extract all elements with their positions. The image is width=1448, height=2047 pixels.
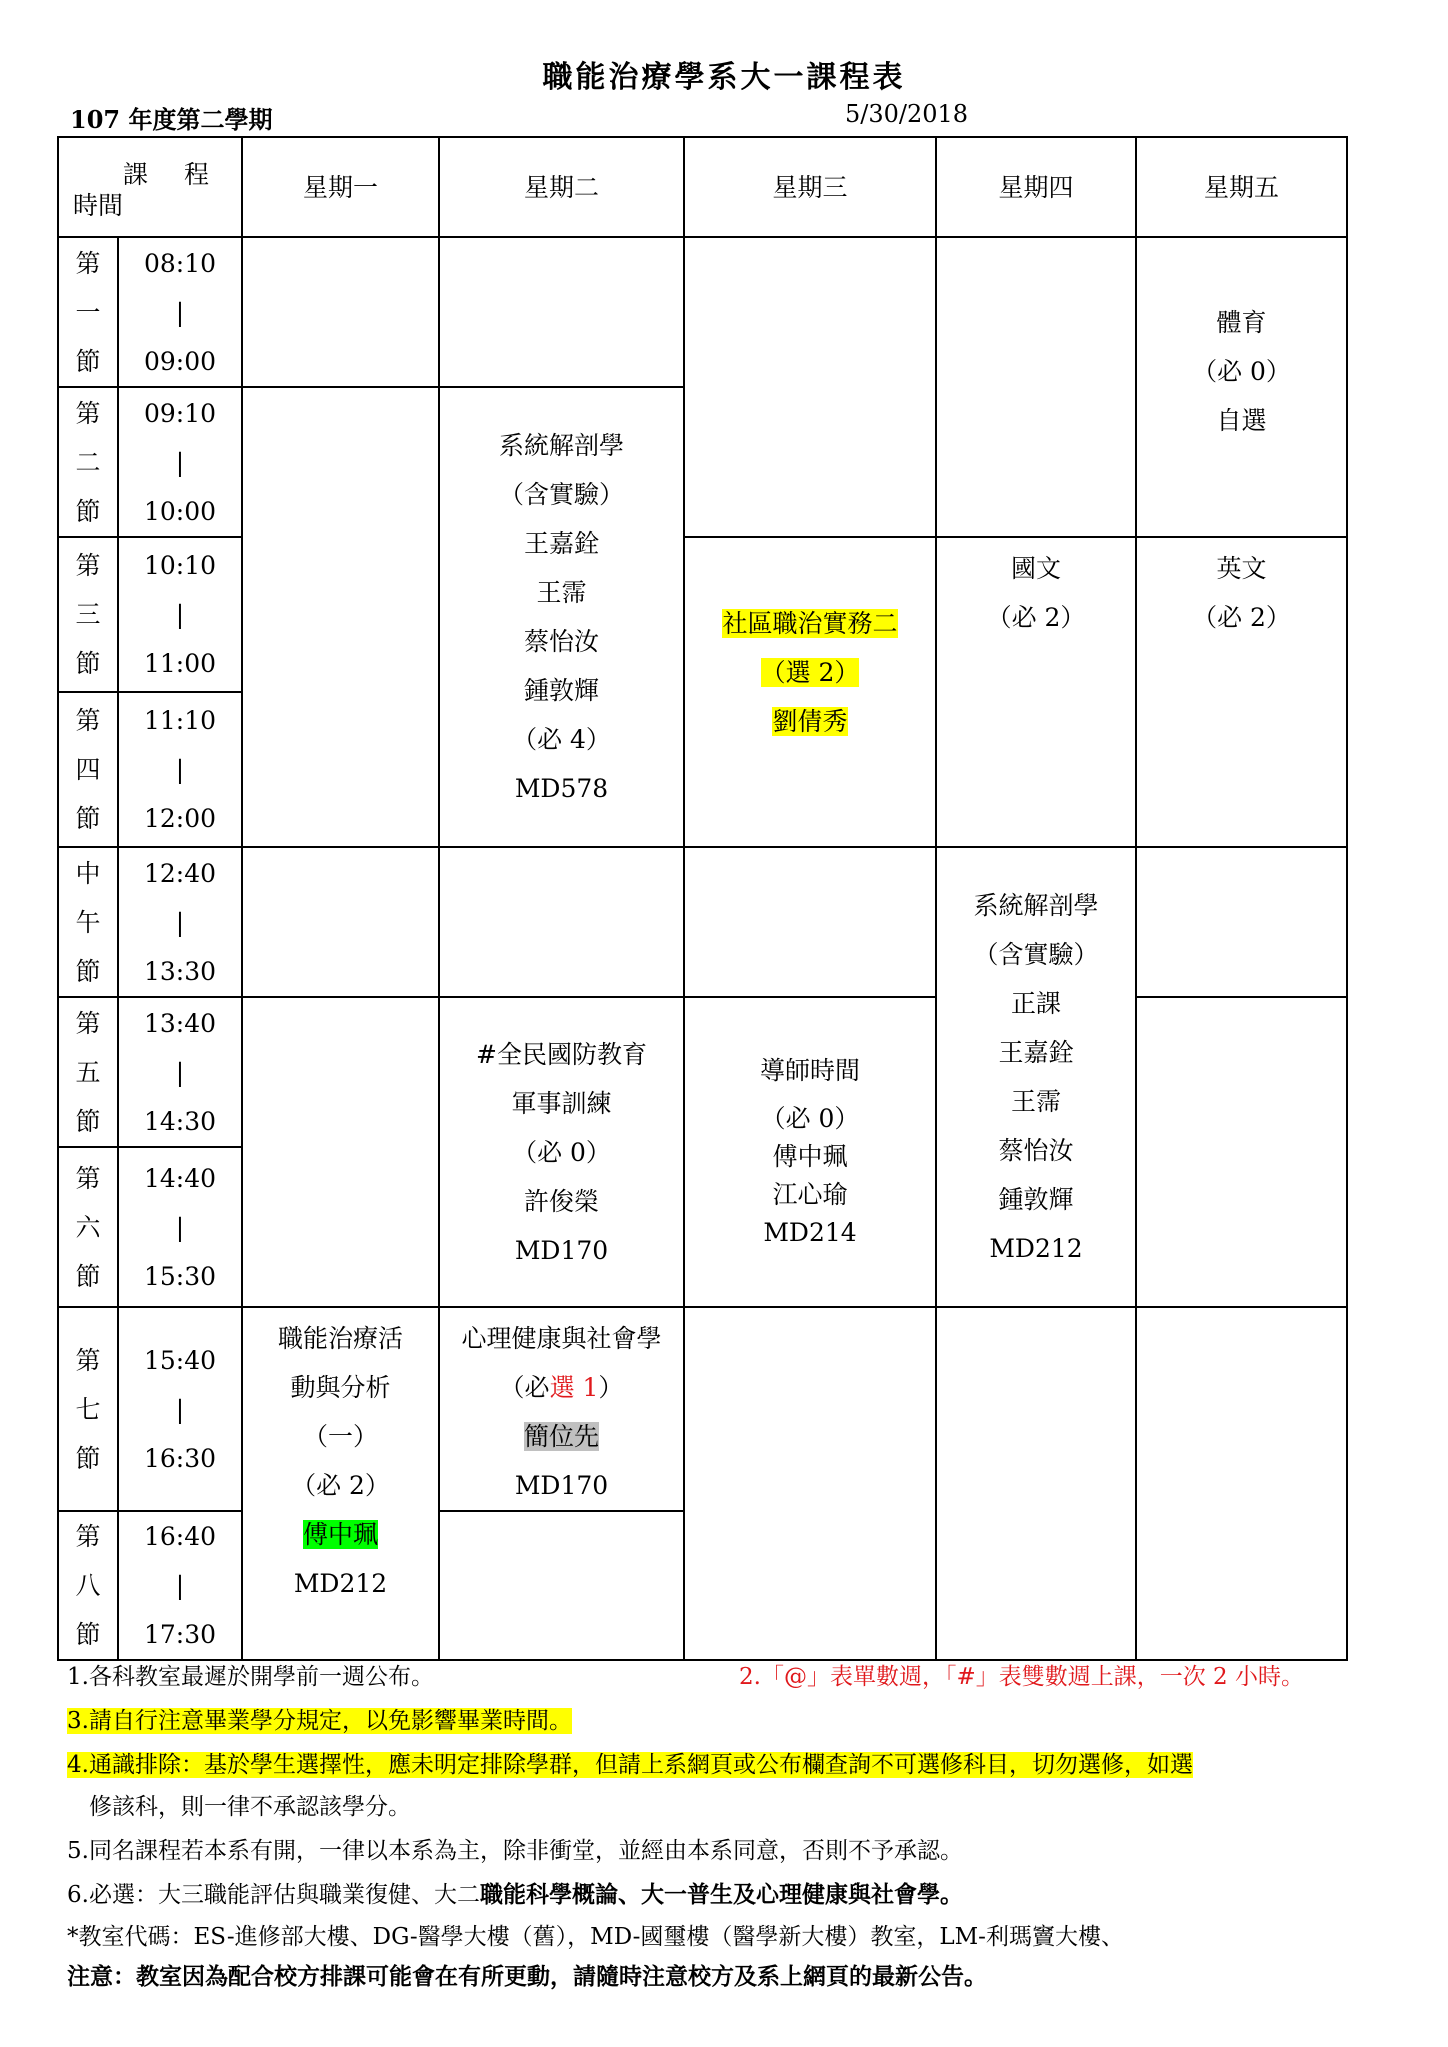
period-name: 第 五 節 xyxy=(58,997,118,1147)
period-time: 14:40 | 15:30 xyxy=(118,1147,242,1307)
day-header-tue: 星期二 xyxy=(439,137,684,237)
note-1: 1.各科教室最遲於開學前一週公布。 xyxy=(67,1664,434,1690)
period-time: 09:10 | 10:00 xyxy=(118,387,242,537)
header-corner xyxy=(58,137,242,237)
empty-cell xyxy=(439,847,684,997)
empty-cell xyxy=(1136,847,1347,997)
day-header-wed: 星期三 xyxy=(684,137,936,237)
course-fri-english: 英文 （必 2） xyxy=(1136,537,1347,847)
empty-cell xyxy=(439,237,684,387)
note-5: 5.同名課程若本系有開，一律以本系為主，除非衝堂，並經由本系同意，否則不予承認。 xyxy=(67,1838,963,1864)
note-2: 2.「@」表單數週，「#」表雙數週上課，一次 2 小時。 xyxy=(739,1664,1304,1690)
period-name: 第 六 節 xyxy=(58,1147,118,1307)
empty-cell xyxy=(684,847,936,997)
period-name: 中 午 節 xyxy=(58,847,118,997)
empty-cell xyxy=(936,237,1136,537)
period-time: 11:10 | 12:00 xyxy=(118,692,242,847)
period-name: 第 七 節 xyxy=(58,1307,118,1511)
day-header-fri: 星期五 xyxy=(1136,137,1347,237)
day-header-mon: 星期一 xyxy=(242,137,439,237)
empty-cell xyxy=(242,237,439,387)
course-tue-mental-health: 心理健康與社會學 （必選 1） 簡位先 MD170 xyxy=(439,1307,684,1511)
course-wed-community: 社區職治實務二 （選 2） 劉倩秀 xyxy=(684,537,936,847)
course-thu-anatomy: 系統解剖學 （含實驗） 正課 王嘉銓 王霈 蔡怡汝 鍾敦輝 MD212 xyxy=(936,847,1136,1307)
empty-cell xyxy=(242,847,439,997)
timetable xyxy=(57,136,1348,1661)
note-4: 4.通識排除：基於學生選擇性，應未明定排除學群，但請上系網頁或公布欄查詢不可選修科目，切勿選修，如選 xyxy=(67,1752,1193,1778)
period-time: 08:10 | 09:00 xyxy=(118,237,242,387)
period-time: 13:40 | 14:30 xyxy=(118,997,242,1147)
empty-cell xyxy=(684,237,936,537)
day-header-thu: 星期四 xyxy=(936,137,1136,237)
course-tue-anatomy: 系統解剖學 （含實驗） 王嘉銓 王霈 蔡怡汝 鍾敦輝 （必 4） MD578 xyxy=(439,387,684,847)
course-tue-defense: #全民國防教育 軍事訓練 （必 0） 許俊榮 MD170 xyxy=(439,997,684,1307)
period-time: 10:10 | 11:00 xyxy=(118,537,242,692)
note-6: 6.必選：大三職能評估與職業復健、大二職能科學概論、大一普生及心理健康與社會學。 xyxy=(67,1881,963,1908)
empty-cell xyxy=(242,997,439,1307)
empty-cell xyxy=(936,1307,1136,1660)
note-attention: 注意：教室因為配合校方排課可能會在有所更動，請隨時注意校方及系上網頁的最新公告。 xyxy=(67,1963,987,1990)
document-date: 5/30/2018 xyxy=(845,100,969,128)
period-name: 第 八 節 xyxy=(58,1511,118,1660)
page-title: 職能治療學系大一課程表 xyxy=(542,60,906,95)
empty-cell xyxy=(684,1307,936,1660)
period-time: 16:40 | 17:30 xyxy=(118,1511,242,1660)
period-time: 12:40 | 13:30 xyxy=(118,847,242,997)
header-course-label: 課 程 xyxy=(123,160,223,189)
empty-cell xyxy=(1136,997,1347,1307)
empty-cell xyxy=(1136,1307,1347,1660)
period-name: 第 二 節 xyxy=(58,387,118,537)
course-wed-mentor: 導師時間 （必 0） 傅中珮 江心瑜 MD214 xyxy=(684,997,936,1307)
note-classroom-codes: *教室代碼：ES-進修部大樓、DG-醫學大樓（舊），MD-國璽樓（醫學新大樓）教室，LM-利瑪竇大樓、 xyxy=(67,1924,1124,1950)
period-time: 15:40 | 16:30 xyxy=(118,1307,242,1511)
course-thu-chinese: 國文 （必 2） xyxy=(936,537,1136,847)
note-3: 3.請自行注意畢業學分規定，以免影響畢業時間。 xyxy=(67,1708,572,1734)
empty-cell xyxy=(242,387,439,847)
note-4-continued: 修該科，則一律不承認該學分。 xyxy=(89,1794,411,1820)
period-name: 第 四 節 xyxy=(58,692,118,847)
course-fri-pe: 體育 （必 0） 自選 xyxy=(1136,237,1347,537)
course-mon-ot-activity: 職能治療活 動與分析 （一） （必 2） 傅中珮 MD212 xyxy=(242,1307,439,1660)
header-time-label: 時間 xyxy=(73,191,124,220)
empty-cell xyxy=(439,1511,684,1660)
period-name: 第 三 節 xyxy=(58,537,118,692)
period-name: 第 一 節 xyxy=(58,237,118,387)
semester-label: 107 年度第二學期 xyxy=(70,105,273,134)
